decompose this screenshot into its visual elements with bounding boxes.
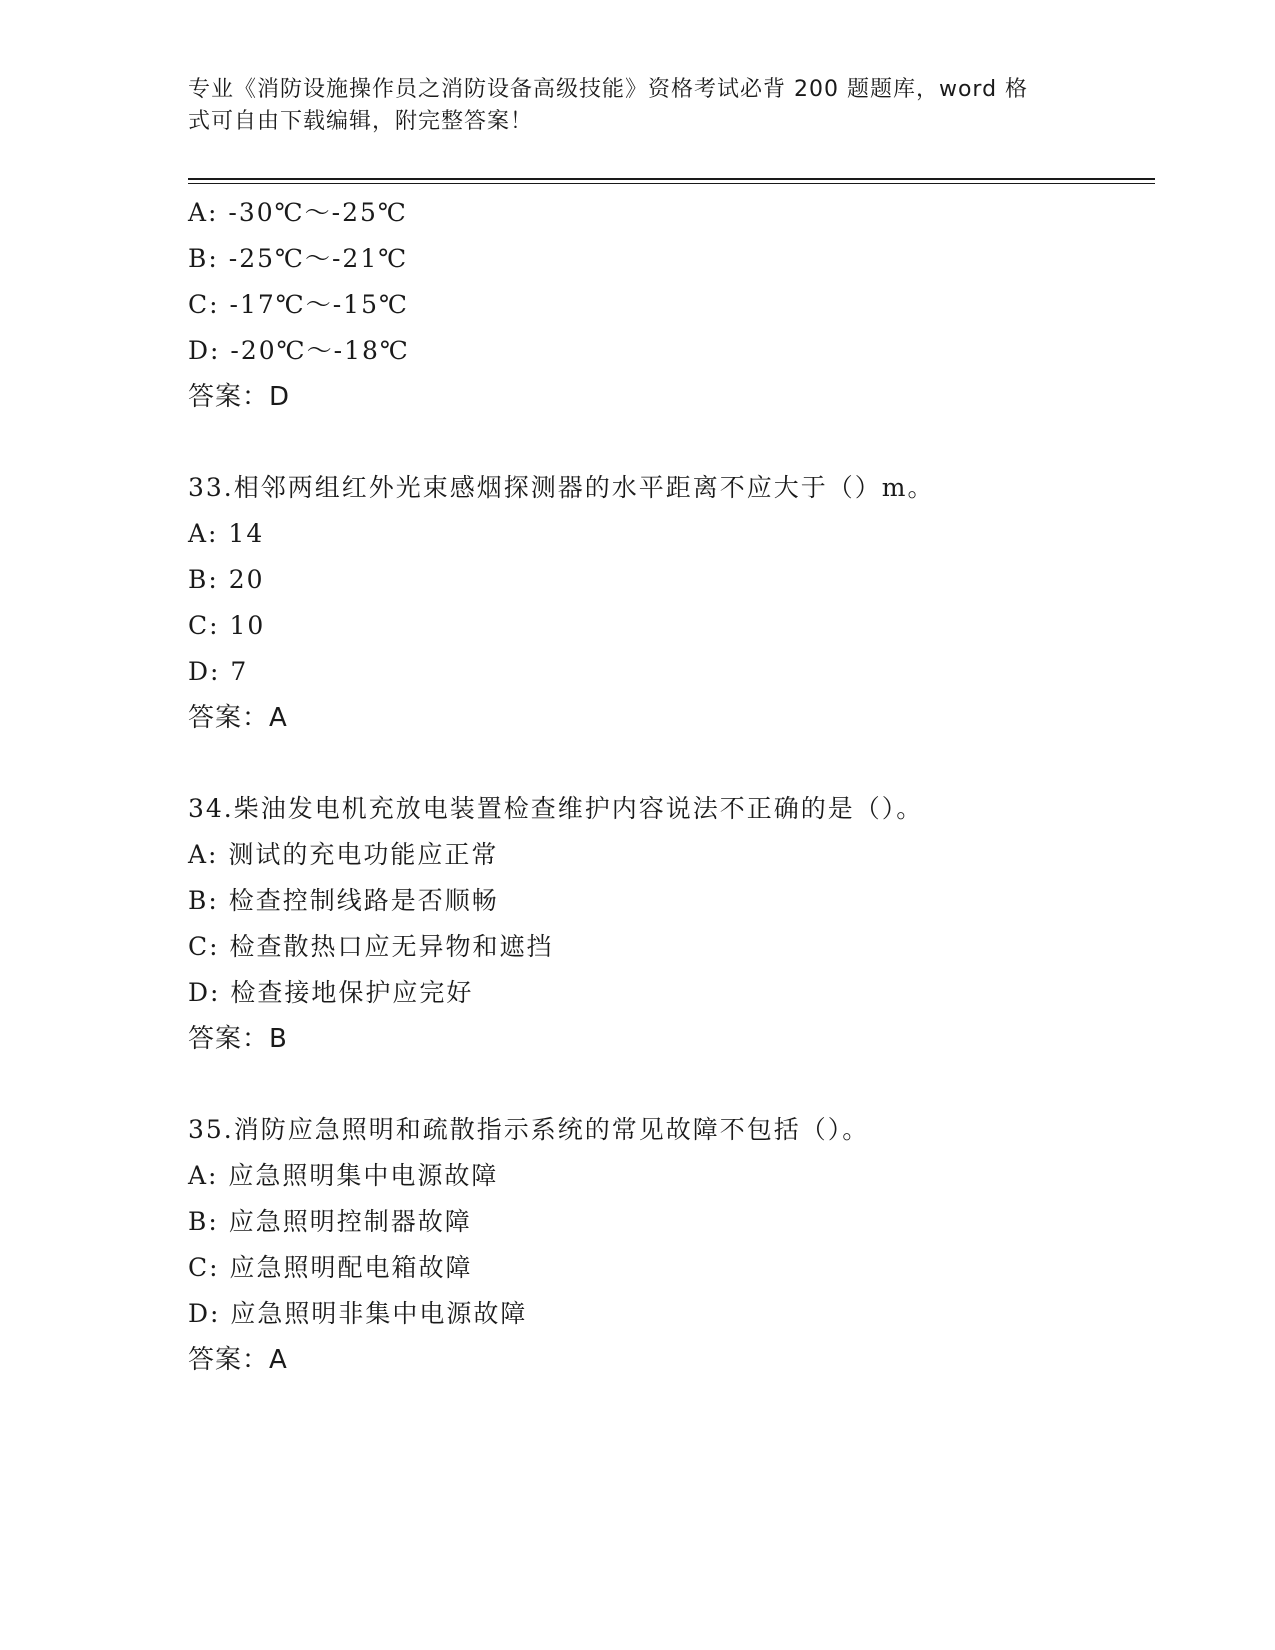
spacer	[188, 741, 1148, 786]
answer: 答案：D	[188, 382, 291, 412]
header-rule-thin	[188, 183, 1155, 184]
question-block-prev	[188, 190, 1148, 420]
option-b: B: 应急照明控制器故障	[188, 1207, 472, 1236]
answer: 答案：B	[188, 1024, 288, 1054]
header-line-2: 式可自由下载编辑，附完整答案！	[188, 109, 534, 134]
option-c: C: 检查散热口应无异物和遮挡	[188, 932, 554, 961]
spacer	[188, 420, 1148, 465]
spacer	[188, 1062, 1148, 1107]
option-d: D: 检查接地保护应完好	[188, 978, 474, 1007]
question-block-34	[188, 786, 1148, 1062]
question-stem: 33.相邻两组红外光束感烟探测器的水平距离不应大于（）m。	[188, 473, 935, 502]
question-block-33	[188, 465, 1148, 741]
option-c: C: 10	[188, 611, 266, 640]
option-b: B: 检查控制线路是否顺畅	[188, 886, 499, 915]
question-block-35	[188, 1107, 1148, 1383]
header-line-1: 专业《消防设施操作员之消防设备高级技能》资格考试必背 200 题题库，word 格	[188, 77, 1029, 102]
option-d: D: 应急照明非集中电源故障	[188, 1299, 528, 1328]
option-a: A: 测试的充电功能应正常	[188, 840, 499, 869]
question-stem: 35.消防应急照明和疏散指示系统的常见故障不包括（）。	[188, 1115, 870, 1144]
option-d: D: 7	[188, 657, 249, 686]
question-list	[188, 190, 1148, 1383]
option-a: A: -30℃～-25℃	[188, 198, 408, 227]
option-c: C: -17℃～-15℃	[188, 290, 409, 319]
option-b: B: -25℃～-21℃	[188, 244, 409, 273]
question-stem: 34.柴油发电机充放电装置检查维护内容说法不正确的是（）。	[188, 794, 924, 823]
answer: 答案：A	[188, 703, 288, 733]
document-header	[188, 74, 1068, 138]
answer: 答案：A	[188, 1345, 288, 1375]
option-a: A: 14	[188, 519, 265, 548]
header-rule-thick	[188, 178, 1155, 180]
option-b: B: 20	[188, 565, 265, 594]
option-d: D: -20℃～-18℃	[188, 336, 410, 365]
option-c: C: 应急照明配电箱故障	[188, 1253, 473, 1282]
option-a: A: 应急照明集中电源故障	[188, 1161, 499, 1190]
